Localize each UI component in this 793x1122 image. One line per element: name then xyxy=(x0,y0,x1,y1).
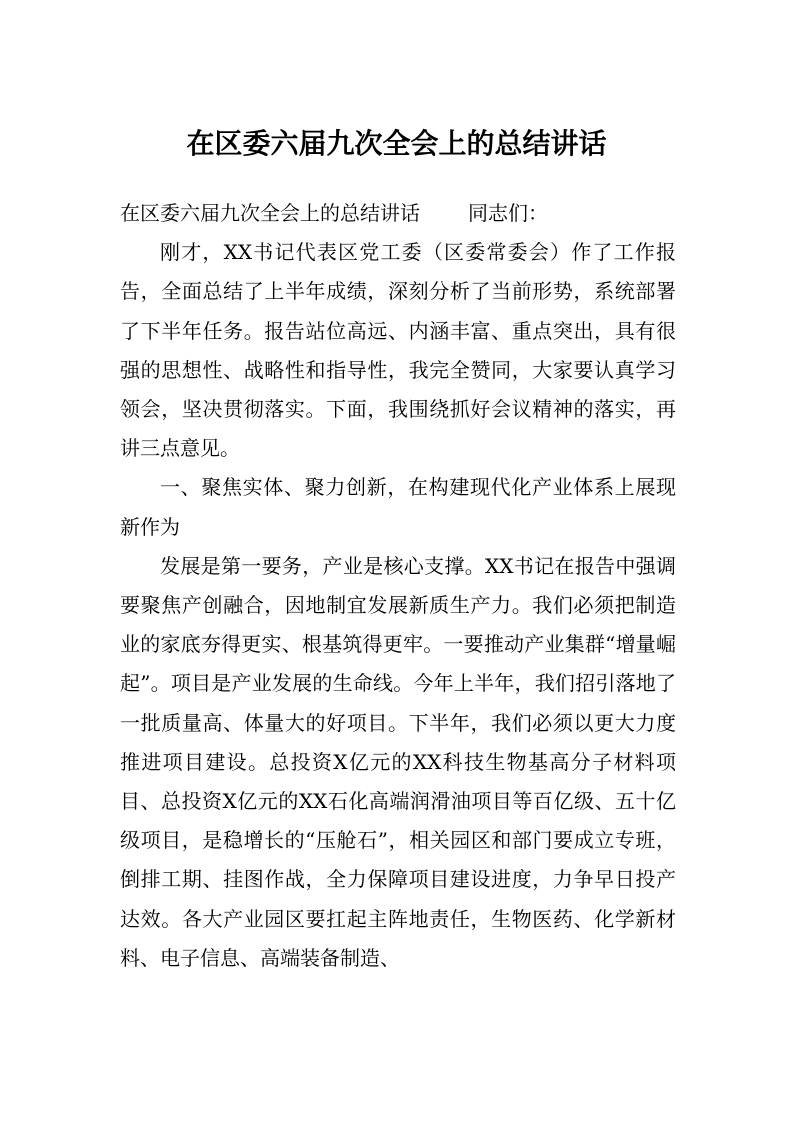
salutation: 同志们： xyxy=(468,201,548,225)
title-repeat: 在区委六届九次全会上的总结讲话 xyxy=(120,201,420,225)
document-body xyxy=(120,194,676,978)
opening-line xyxy=(120,194,676,233)
paragraph-development: 发展是第一要务，产业是核心支撑。XX书记在报告中强调要聚焦产创融合，因地制宜发展新质生产力。我们必须把制造业的家底夯得更实、根基筑得更牢。一要推动产业集群“增量崛起”。项目是产业发展的生命线。今年上半年，我们招引落地了一批质量高、体量大的好项目。下半年，我们必须以更大力度推进项目建设。总投资X亿元的XX科技生物基高分子材料项目、总投资X亿元的XX石化高端润滑油项目等百亿级、五十亿级项目，是稳增长的“压舱石”，相关园区和部门要成立专班，倒排工期、挂图作战，全力保障项目建设进度，力争早日投产达效。各大产业园区要扛起主阵地责任，生物医药、化学新材料、电子信息、高端装备制造、 xyxy=(120,553,676,970)
section-heading-1: 一、聚焦实体、聚力创新，在构建现代化产业体系上展现新作为 xyxy=(120,475,676,539)
document-title: 在区委六届九次全会上的总结讲话 xyxy=(186,127,607,160)
paragraph-intro: 刚才，XX书记代表区党工委（区委常委会）作了工作报告，全面总结了上半年成绩，深刻分析了当前形势，系统部署了下半年任务。报告站位高远、内涵丰富、重点突出，具有很强的思想性、战略性和指导性，我完全赞同，大家要认真学习领会，坚决贯彻落实。下面，我围绕抓好会议精神的落实，再讲三点意见。 xyxy=(120,240,676,461)
